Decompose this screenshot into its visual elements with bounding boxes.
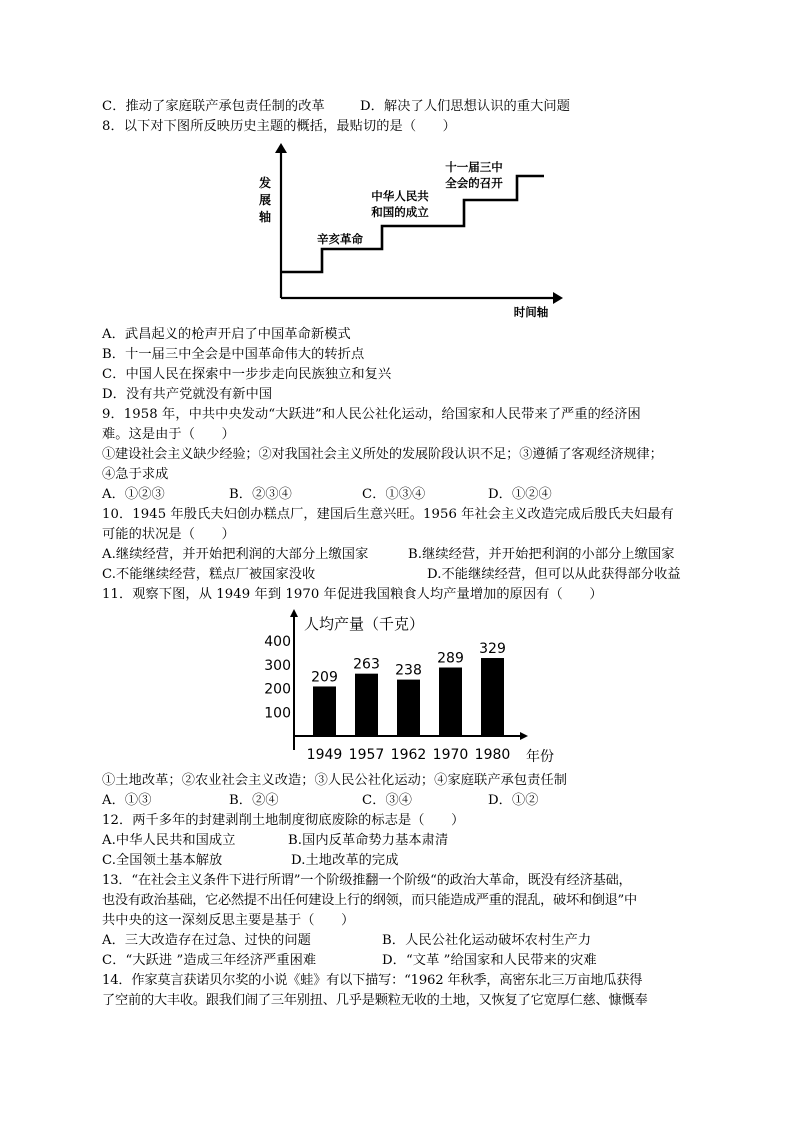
q9-option-d: D．①②④: [488, 487, 552, 502]
step-label-xinhai: 辛亥革命: [317, 232, 363, 246]
q14-stem-line2: 了空前的大丰收。跟我们闹了三年别扭、几乎是颗粒无收的土地，又恢复了它宽厚仁慈、慷慨奉: [102, 993, 648, 1008]
x-tick-label-1980: 1980: [474, 747, 511, 763]
bar-value-label-1980: 329: [479, 641, 506, 658]
q12-option-d: D.土地改革的完成: [291, 853, 399, 868]
q13-option-a: A．三大改造存在过急、过快的问题: [102, 933, 311, 948]
bar-1980: [481, 658, 504, 736]
chart-x-axis-arrow: [520, 732, 528, 740]
q8-stem: 8．以下对下图所反映历史主题的概括，最贴切的是（ ）: [102, 119, 456, 134]
q8-option-c: C．中国人民在探索中一步步走向民族独立和复兴: [102, 367, 392, 382]
q10-stem-line1: 10．1945 年殷氏夫妇创办糕点厂，建国后生意兴旺。1956 年社会主义改造完成后殷氏夫妇最有: [102, 507, 674, 522]
q9-items-line2: ④急于求成: [102, 467, 169, 482]
bar-value-label-1949: 209: [311, 669, 338, 686]
q12-option-a: A.中华人民共和国成立: [102, 833, 236, 848]
x-tick-label-1949: 1949: [306, 747, 343, 763]
q10-option-d: D.不能继续经营，但可以从此获得部分收益: [427, 567, 681, 582]
chart-y-axis-arrow: [290, 609, 298, 617]
q11-option-a: A．①③: [102, 793, 152, 808]
x-axis-arrow: [553, 292, 563, 304]
q13-option-b: B．人民公社化运动破坏农村生产力: [382, 933, 592, 948]
q11-stem: 11．观察下图，从 1949 年到 1970 年促进我国粮食人均产量增加的原因有（ ）: [102, 587, 603, 602]
x-tick-label-1962: 1962: [390, 747, 427, 763]
q12-option-c: C.全国领土基本解放: [102, 853, 223, 868]
y-axis-arrow: [275, 143, 287, 153]
chart-x-label: 年份: [526, 749, 554, 765]
q13-stem-line1: 13．“在社会主义条件下进行所谓”一个阶级推翻一个阶级“的政治大革命，既没有经济基础，: [102, 873, 632, 888]
x-tick-label-1957: 1957: [348, 747, 385, 763]
q10-option-b: B.继续经营，并开始把利润的小部分上缴国家: [408, 547, 675, 562]
q11-option-c: C．③④: [362, 793, 413, 808]
q10-option-a: A.继续经营，并开始把利润的大部分上缴国家: [102, 547, 369, 562]
step-label-prc-1: 中华人民共: [371, 189, 429, 203]
q9-stem-line1: 9．1958 年，中共中央发动“大跃进”和人民公社化运动，给国家和人民带来了严重的经济困: [102, 407, 641, 422]
x-axis-label: 时间轴: [513, 305, 549, 319]
q13-option-c: C．“大跃进 ”造成三年经济严重困难: [102, 953, 317, 968]
step-label-plenum-1: 十一届三中: [445, 160, 503, 174]
grain-per-capita-chart: [258, 607, 578, 770]
q13-option-d: D．“文革 ”给国家和人民带来的灾难: [382, 953, 597, 968]
q8-option-a: A．武昌起义的枪声开启了中国革命新模式: [102, 327, 351, 342]
q8-development-figure: [255, 143, 575, 325]
q8-option-d: D．没有共产党就没有新中国: [102, 387, 273, 402]
bar-1949: [313, 686, 336, 736]
q7-option-c: C．推动了家庭联产承包责任制的改革: [102, 99, 325, 114]
step-label-plenum-2: 全会的召开: [445, 176, 503, 190]
y-axis-label-1: 发: [258, 176, 272, 190]
y-tick-label: 400: [264, 634, 291, 651]
y-tick-label: 200: [264, 681, 291, 698]
bar-value-label-1962: 238: [395, 662, 422, 679]
q9-option-c: C．①③④: [362, 487, 426, 502]
y-axis-label-2: 展: [258, 193, 272, 207]
y-tick-label: 300: [264, 657, 291, 674]
q12-option-b: B.国内反革命势力基本肃清: [288, 833, 449, 848]
q13-stem-line2: 也没有政治基础，它必然提不出任何建设上行的纲领，而只能造成严重的混乱，破坏和倒退”中: [102, 893, 637, 908]
bar-value-label-1970: 289: [437, 650, 464, 667]
q8-option-b: B．十一届三中全会是中国革命伟大的转折点: [102, 347, 365, 362]
q9-option-b: B．②③④: [229, 487, 292, 502]
y-tick-label: 100: [264, 705, 291, 722]
q10-stem-line2: 可能的状况是（ ）: [102, 527, 235, 542]
q11-option-d: D．①②: [488, 793, 539, 808]
step-label-prc-2: 和国的成立: [371, 205, 429, 219]
chart-title: 人均产量（千克）: [304, 615, 425, 633]
bar-1962: [397, 680, 420, 736]
x-tick-label-1970: 1970: [432, 747, 469, 763]
q11-option-b: B．②④: [229, 793, 279, 808]
y-axis-label-3: 轴: [258, 210, 272, 224]
bar-1957: [355, 674, 378, 736]
q10-option-c: C.不能继续经营，糕点厂被国家没收: [102, 567, 316, 582]
q9-stem-line2: 难。这是由于（ ）: [102, 427, 235, 442]
bar-value-label-1957: 263: [353, 656, 380, 673]
q11-items: ①土地改革；②农业社会主义改造；③人民公社化运动；④家庭联产承包责任制: [102, 773, 568, 788]
q12-stem: 12．两千多年的封建剥削土地制度彻底废除的标志是（ ）: [102, 813, 465, 828]
bar-1970: [439, 668, 462, 736]
q9-option-a: A．①②③: [102, 487, 165, 502]
q9-items-line1: ①建设社会主义缺少经验；②对我国社会主义所处的发展阶段认识不足；③遵循了客观经济规律；: [102, 447, 663, 462]
q13-stem-line3: 共中央的这一深刻反思主要是基于（ ）: [102, 913, 355, 928]
q7-option-d: D．解决了人们思想认识的重大问题: [360, 99, 570, 114]
q14-stem-line1: 14．作家莫言获诺贝尔奖的小说《蛙》有以下描写：“1962 年秋季，高密东北三万亩地瓜获得: [102, 973, 643, 988]
